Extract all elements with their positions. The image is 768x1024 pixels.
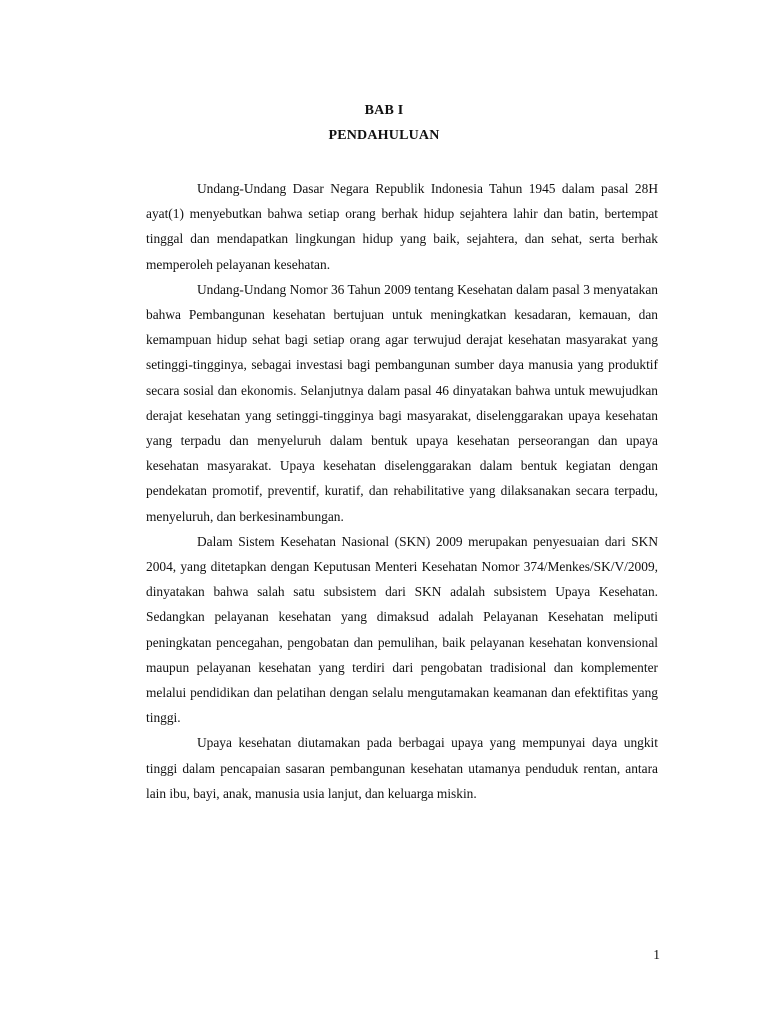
paragraph-1: Undang-Undang Dasar Negara Republik Indonesia Tahun 1945 dalam pasal 28H ayat(1) menyebutkan bahwa setiap orang berhak hidup sejahtera lahir dan batin, bertempat tinggal dan mendapatkan lingkungan hidup yang baik, sejahtera, dan sehat, serta berhak memperoleh pelayanan kesehatan. [146,181,658,272]
paragraph-2: Undang-Undang Nomor 36 Tahun 2009 tentang Kesehatan dalam pasal 3 menyatakan bahwa Pembangunan kesehatan bertujuan untuk meningkatkan kesadaran, kemauan, dan kemampuan hidup sehat bagi setiap orang agar terwujud derajat kesehatan masyarakat yang setinggi-tingginya, sebagai investasi bagi pembangunan sumber daya manusia yang produktif secara sosial dan ekonomis. Selanjutnya dalam pasal 46 dinyatakan bahwa untuk mewujudkan derajat kesehatan yang setinggi-tingginya bagi masyarakat, diselenggarakan upaya kesehatan yang terpadu dan menyeluruh dalam bentuk upaya kesehatan perseorangan dan upaya kesehatan masyarakat. Upaya kesehatan diselenggarakan dalam bentuk kegiatan dengan pendekatan promotif, preventif, kuratif, dan rehabilitative yang dilaksanakan secara terpadu, menyeluruh, dan berkesinambungan. [146,281,658,524]
page-number: 1 [653,947,660,962]
chapter-number: BAB I [364,103,404,118]
chapter-title: PENDAHULUAN [328,128,440,143]
paragraph-3: Dalam Sistem Kesehatan Nasional (SKN) 2009 merupakan penyesuaian dari SKN 2004, yang ditetapkan dengan Keputusan Menteri Kesehatan Nomor 374/Menkes/SK/V/2009, dinyatakan bahwa salah satu subsistem dari SKN adalah subsistem Upaya Kesehatan. Sedangkan pelayanan kesehatan yang dimaksud adalah Pelayanan Kesehatan meliputi peningkatan pencegahan, pengobatan dan pemulihan, baik pelayanan kesehatan konvensional maupun pelayanan kesehatan yang terdiri dari pengobatan tradisional dan komplementer melalui pendidikan dan pelatihan dengan selalu mengutamakan keamanan dan efektifitas yang tinggi. [146,533,658,726]
body-text [146,176,658,806]
paragraph-4: Upaya kesehatan diutamakan pada berbagai upaya yang mempunyai daya ungkit tinggi dalam pencapaian sasaran pembangunan kesehatan utamanya penduduk rentan, antara lain ibu, bayi, anak, manusia usia lanjut, dan keluarga miskin. [146,735,658,801]
